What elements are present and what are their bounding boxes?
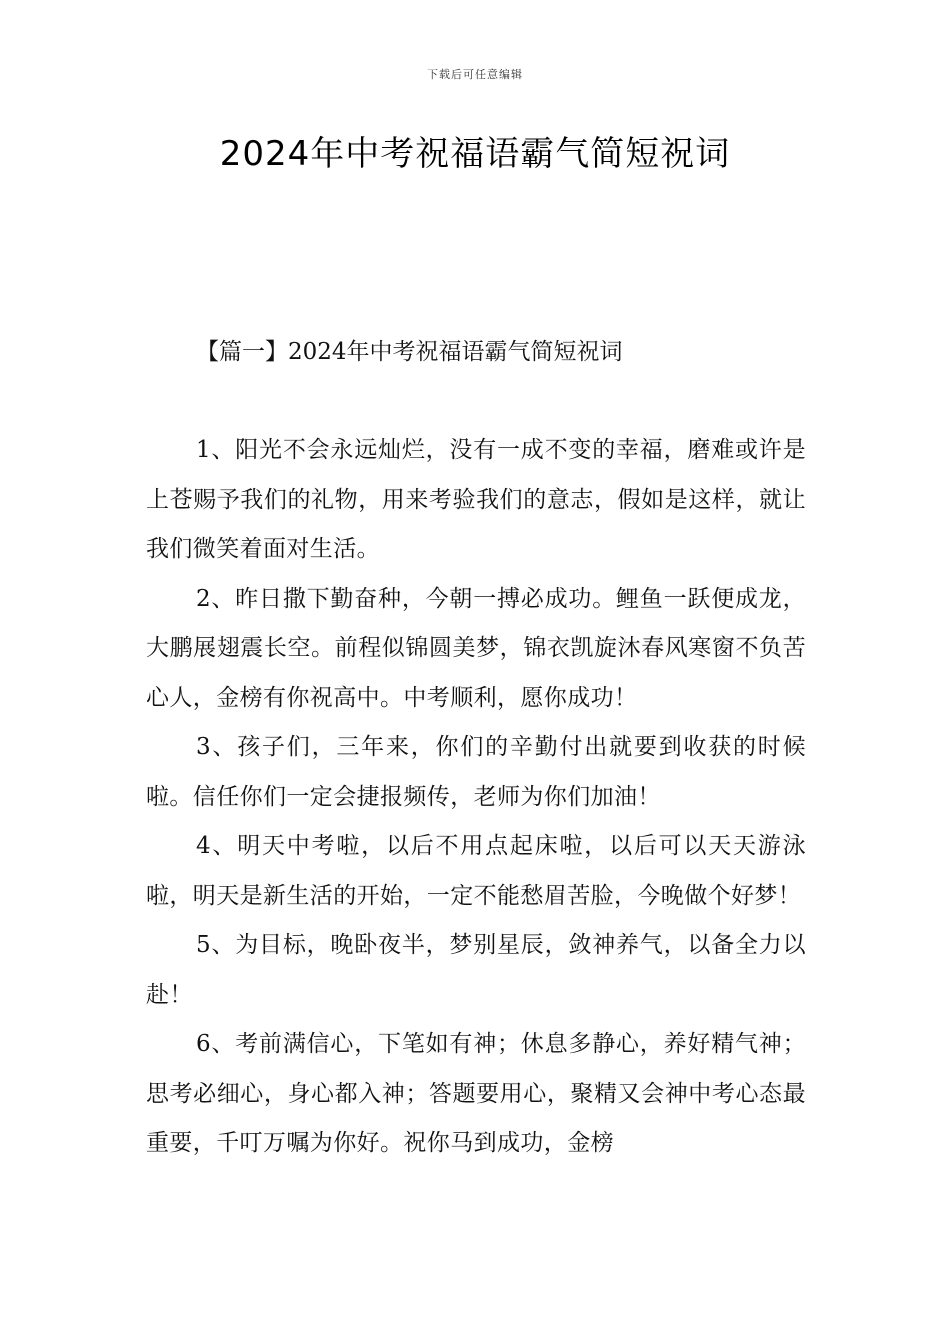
paragraph-5: 5、为目标，晚卧夜半，梦别星辰，敛神养气，以备全力以赴！ [146, 932, 806, 1008]
section-heading: 【篇一】2024年中考祝福语霸气简短祝词 [196, 339, 623, 365]
paragraph-1: 1、阳光不会永远灿烂，没有一成不变的幸福，磨难或许是上苍赐予我们的礼物，用来考验我们的意志，假如是这样，就让我们微笑着面对生活。 [146, 437, 806, 562]
paragraph-3: 3、孩子们，三年来，你们的辛勤付出就要到收获的时候啦。信任你们一定会捷报频传，老师为你们加油！ [146, 734, 806, 810]
paragraph-6: 6、考前满信心，下笔如有神；休息多静心，养好精气神；思考必细心，身心都入神；答题要用心，聚精又会神中考心态最重要，千叮万嘱为你好。祝你马到成功，金榜 [146, 1031, 806, 1156]
document-body [146, 426, 806, 1169]
header-note: 下载后可任意编辑 [427, 68, 523, 81]
document-title: 2024年中考祝福语霸气简短祝词 [219, 134, 731, 174]
paragraph-4: 4、明天中考啦，以后不用点起床啦，以后可以天天游泳啦，明天是新生活的开始，一定不能愁眉苦脸，今晚做个好梦！ [146, 833, 806, 909]
paragraph-2: 2、昨日撒下勤奋种，今朝一搏必成功。鲤鱼一跃便成龙，大鹏展翅震长空。前程似锦圆美梦，锦衣凯旋沐春风寒窗不负苦心人，金榜有你祝高中。中考顺利，愿你成功！ [146, 585, 806, 711]
